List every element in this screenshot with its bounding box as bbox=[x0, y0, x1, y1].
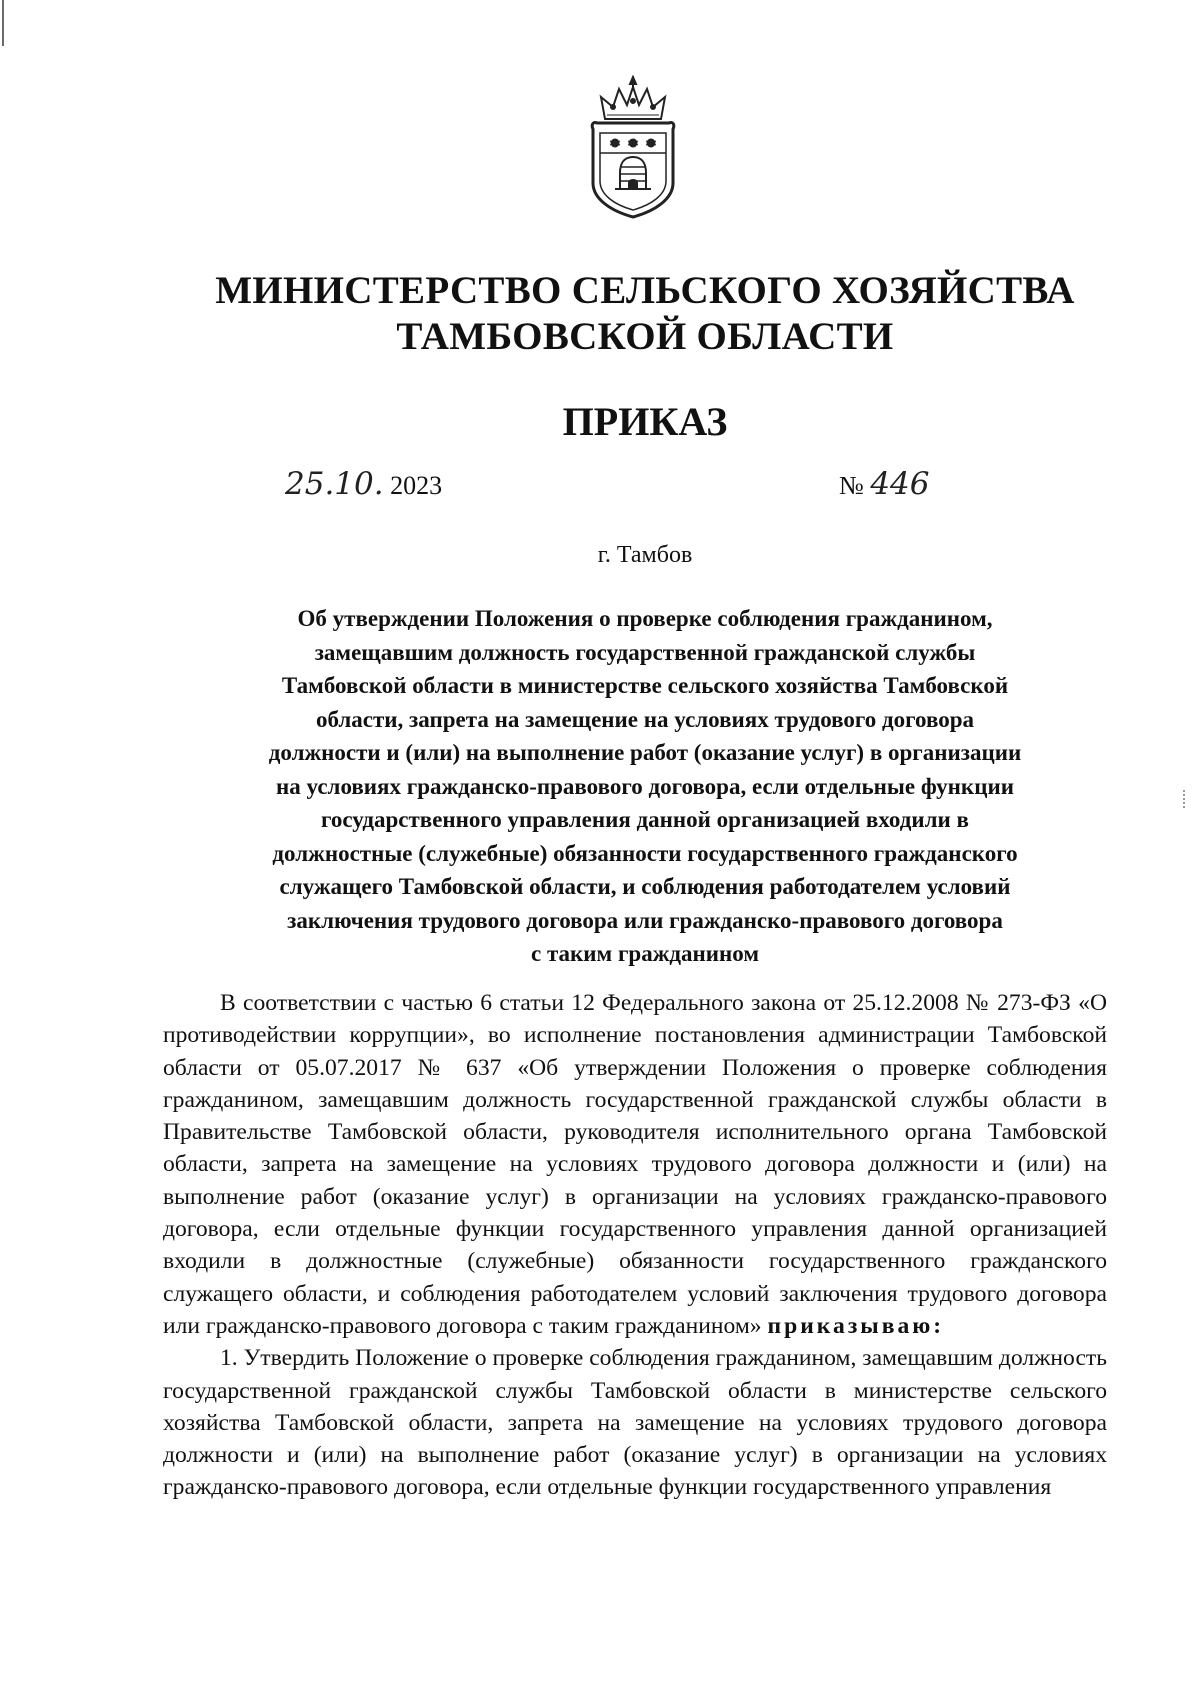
coat-of-arms-emblem bbox=[583, 75, 683, 220]
subject-line: должностные (служебные) обязанности государственного гражданского bbox=[272, 840, 1018, 866]
number-prefix: № bbox=[839, 471, 864, 500]
order-date bbox=[285, 466, 442, 506]
handwritten-date: 25.10. bbox=[285, 466, 384, 502]
subject-line: замещавшим должность государственной гражданской службы bbox=[314, 639, 976, 665]
ministry-name-line2: ТАМБОВСКОЙ ОБЛАСТИ bbox=[396, 315, 894, 358]
subject-line: государственного управления данной организацией входили в bbox=[321, 807, 969, 832]
order-number bbox=[839, 466, 929, 506]
subject-line: на условиях гражданско-правового договора, если отдельные функции bbox=[276, 773, 1014, 799]
subject-line: должности и (или) на выполнение работ (оказание услуг) в организации bbox=[268, 740, 1022, 765]
city: г. Тамбов bbox=[597, 542, 693, 568]
preamble-paragraph bbox=[163, 987, 1107, 1342]
handwritten-number: 446 bbox=[870, 466, 930, 502]
subject-line: с таким гражданином bbox=[531, 941, 759, 966]
ministry-name bbox=[150, 268, 1140, 360]
subject-line: Об утверждении Положения о проверке соблюдения гражданином, bbox=[297, 606, 993, 631]
subject-line: служащего Тамбовской области, и соблюдения работодателем условий bbox=[279, 874, 1011, 899]
subject-line: заключения трудового договора или гражданско-правового договора bbox=[287, 907, 1003, 933]
margin-mark bbox=[1183, 790, 1191, 808]
date-year: 2023 bbox=[390, 471, 443, 500]
command-word: приказываю: bbox=[767, 1312, 945, 1339]
ministry-name-line1: МИНИСТЕРСТВО СЕЛЬСКОГО ХОЗЯЙСТВА bbox=[215, 269, 1075, 312]
preamble-text: В соответствии с частью 6 статьи 12 Федерального закона от 25.12.2008 № 273-ФЗ «О противодействии коррупции», во исполнение постановления администрации Тамбовской области от 05.07.2017 № 637 «Об утверждении Положения о проверке соблюдения гражданином, замещавшим должность государственной гражданской службы области в Правительстве Тамбовской области, руководителя исполнительного органа Тамбовской области, запрета на замещение на условиях трудового договора должности и (или) на выполнение работ (оказание услуг) в организации на условиях гражданско-правового договора, если отдельные функции государственного управления данной организацией входили в должностные (служебные) обязанности государственного гражданского служащего области, и соблюдения работодателем условий заключения трудового договора или гражданско-правового договора с таким гражданином» bbox=[163, 990, 1107, 1339]
scan-edge-mark bbox=[2, 0, 4, 46]
subject-line: Тамбовской области в министерстве сельского хозяйства Тамбовской bbox=[281, 673, 1009, 698]
subject-line: области, запрета на замещение на условиях трудового договора bbox=[315, 706, 975, 732]
document-type-title: ПРИКАЗ bbox=[562, 399, 728, 444]
item-1-paragraph: 1. Утвердить Положение о проверке соблюдения гражданином, замещавшим должность государственной гражданской службы Тамбовской области в министерстве сельского хозяйства Тамбовской области, запрета на замещение на условиях трудового договора должности и (или) на выполнение работ (оказание услуг) в организации на условиях гражданско-правового договора, если отдельные функции государственного управления bbox=[163, 1345, 1107, 1501]
order-body bbox=[163, 987, 1107, 1504]
order-subject bbox=[165, 602, 1125, 971]
